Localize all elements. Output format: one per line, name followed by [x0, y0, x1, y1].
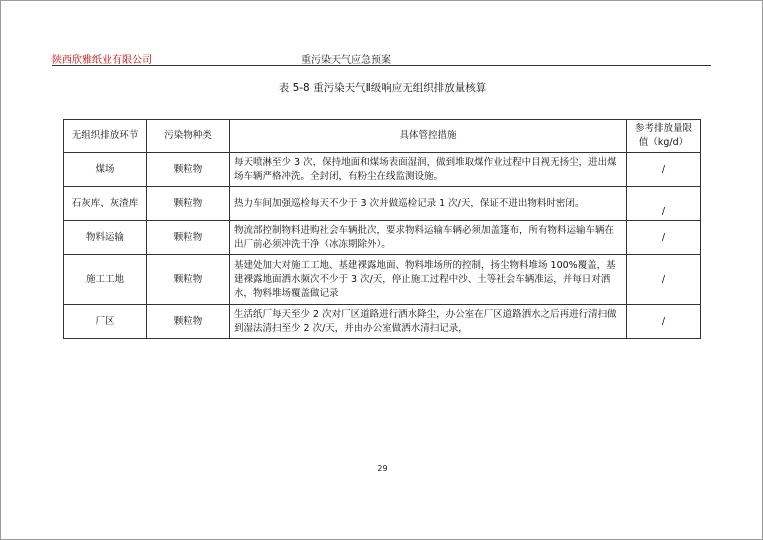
cell-pollutant: 颗粒物	[147, 305, 230, 339]
header-link: 无组织排放环节	[64, 120, 147, 153]
cell-link: 煤场	[64, 153, 147, 187]
cell-link: 石灰库、灰渣库	[64, 187, 147, 221]
document-title: 重污染天气应急预案	[301, 55, 391, 66]
table-row	[64, 255, 701, 305]
table-header-row	[64, 120, 701, 153]
cell-limit: /	[627, 305, 701, 339]
cell-pollutant: 颗粒物	[147, 153, 230, 187]
cell-limit: /	[627, 221, 701, 255]
company-name: 陕西欣雅纸业有限公司	[52, 55, 152, 66]
cell-measure: 物流部控制物料进购社会车辆批次，要求物料运输车辆必须加盖篷布，所有物料运输车辆在出厂前必须冲洗干净（冰冻期除外）。	[230, 221, 627, 255]
header-limit: 参考排放量限值（kg/d）	[627, 120, 701, 153]
table-row	[64, 305, 701, 339]
table-row	[64, 153, 701, 187]
cell-limit: /	[627, 153, 701, 187]
cell-link: 物料运输	[64, 221, 147, 255]
cell-limit: /	[627, 255, 701, 305]
cell-measure: 每天喷淋至少 3 次，保持地面和煤场表面湿润，做到堆取煤作业过程中目视无扬尘，进出煤场车辆严格冲洗。全封闭，有粉尘在线监测设施。	[230, 153, 627, 187]
table-row	[64, 221, 701, 255]
emission-table	[63, 119, 701, 339]
header-rule	[52, 65, 711, 66]
cell-measure: 生活纸厂每天至少 2 次对厂区道路进行洒水降尘，办公室在厂区道路洒水之后再进行清扫做到湿法清扫至少 2 次/天，并由办公室做洒水清扫记录，	[230, 305, 627, 339]
header-measure: 具体管控措施	[230, 120, 627, 153]
cell-pollutant: 颗粒物	[147, 187, 230, 221]
cell-pollutant: 颗粒物	[147, 221, 230, 255]
header-pollutant: 污染物种类	[147, 120, 230, 153]
table-caption: 表 5-8 重污染天气Ⅱ级响应无组织排放量核算	[278, 82, 487, 94]
cell-pollutant: 颗粒物	[147, 255, 230, 305]
table-row	[64, 187, 701, 221]
cell-limit: /	[627, 187, 701, 221]
cell-link: 厂区	[64, 305, 147, 339]
page-number: 29	[377, 464, 388, 473]
cell-measure: 热力车间加强巡检每天不少于 3 次并做巡检记录 1 次/天，保证不进出物料时密闭。	[230, 187, 627, 221]
cell-measure: 基建处加大对施工工地、基建裸露地面、物料堆场所的控制，扬尘物料堆场 100%覆盖，基建裸露地面洒水频次不少于 3 次/天，停止施工过程中沙、土等社会车辆准运，并每日对洒水，物料堆场覆盖做记录	[230, 255, 627, 305]
cell-link: 施工工地	[64, 255, 147, 305]
